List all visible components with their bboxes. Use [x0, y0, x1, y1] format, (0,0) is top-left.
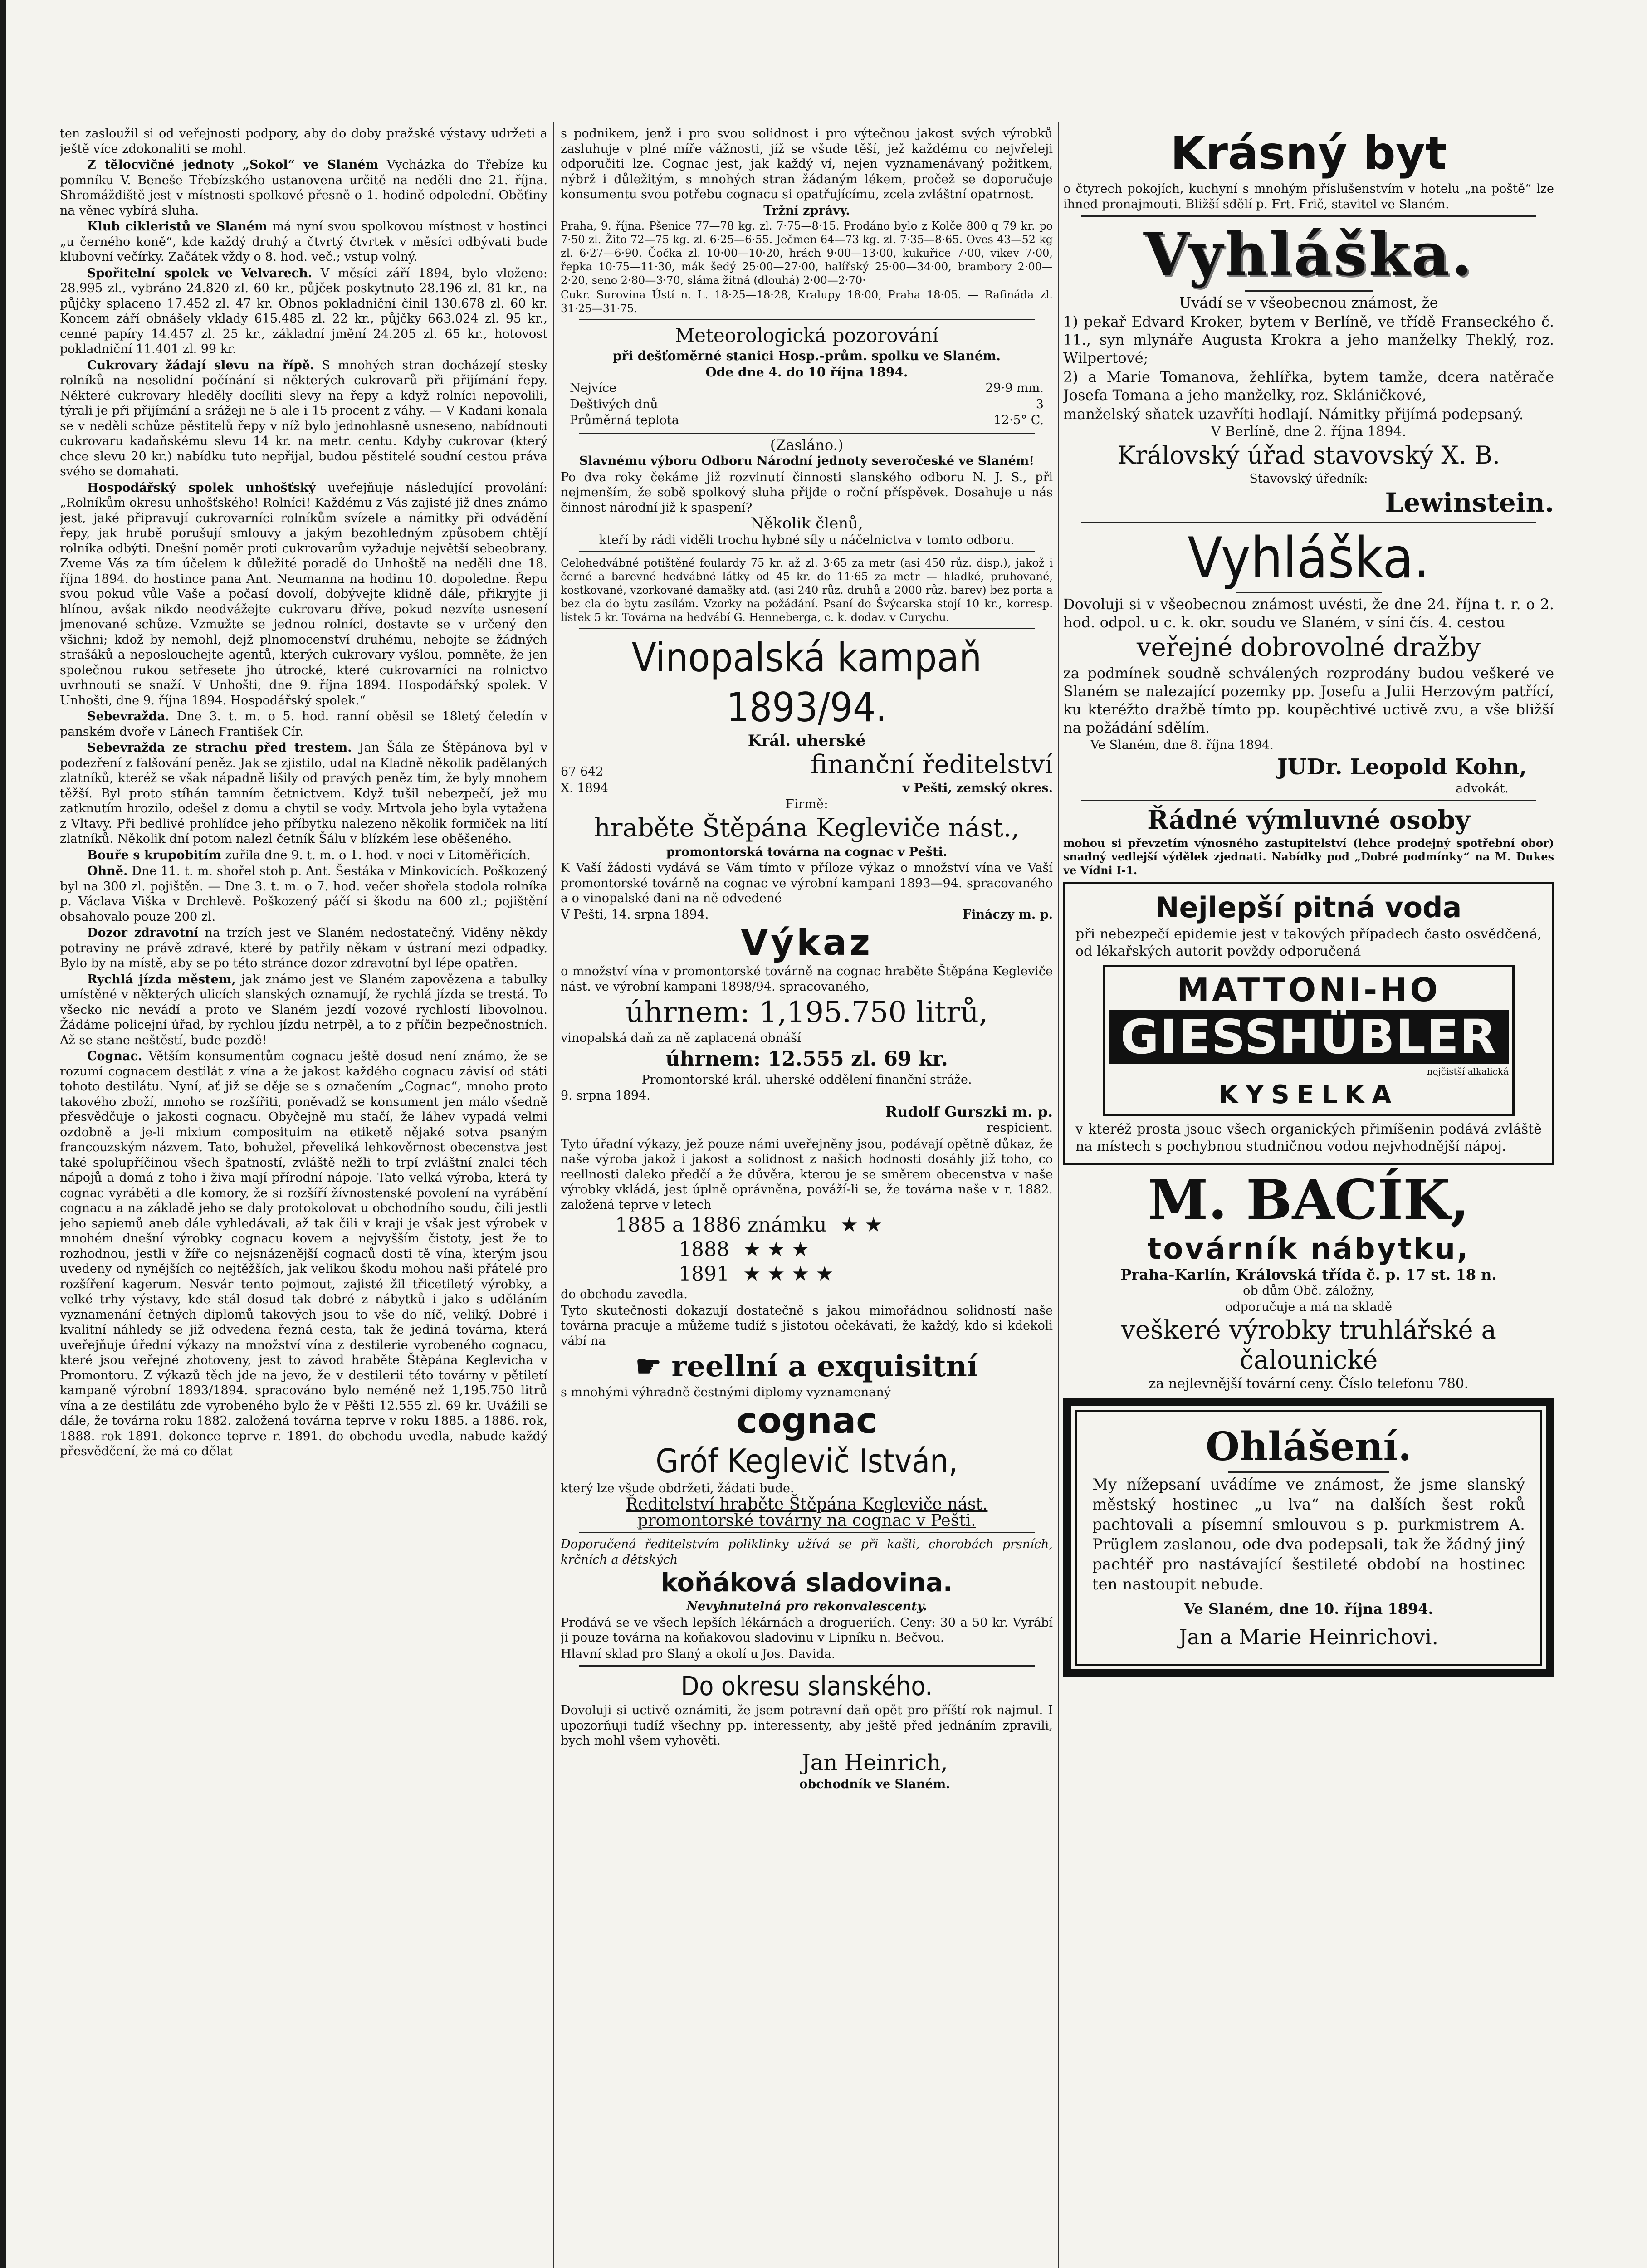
pointing-hand-icon: ☛ — [635, 1349, 672, 1383]
sugar-report: Cukr. Surovina Ústí n. L. 18·25—18·28, Kralupy 18·00, Praha 18·05. — Rafináda zl. 31·25—31·75. — [561, 288, 1053, 315]
meteo-title: Meteorologická pozorování — [675, 324, 938, 347]
news-paragraph — [60, 126, 547, 156]
news-column-1 — [60, 126, 547, 2268]
keglevic-title: hraběte Štěpána Kegleviče nást., — [594, 813, 1020, 843]
okres-body: Dovoluji si uctivě oznámiti, že jsem potravní daň opět pro příští rok najmul. I upozorňuji tudíž všechny pp. interessenty, aby ještě před jednáním zpravili, bych mohl všem vyhověti. — [561, 1703, 1053, 1748]
bacik-prices: za nejlevnější tovární ceny. Číslo telefonu 780. — [1149, 1376, 1469, 1392]
news-text: S mnohých stran docházejí stesky rolníků na nesolidní počínání si některých cukrovarů při přijímání řepy. Některé cukrovary hleděly docíliti slevy na řepy a když rolníci nepovolili, týrali je při přijímání a srážeji ne 5 ale i 15 procent z váhy. — V Kadani konala se v neděli schůze pěstitelů řepy v níž bylo jednohlasně usneseno, nabídnouti cukrovaru kadaňskému slevu 14 kr. na metr. centu. Kdyby cukrovar (který chce slevu 20 kr.) nabídku tuto nepřijal, budou pěstitelé soudní cestou práva svého se domahati. — [60, 358, 547, 479]
news-heading: Ohně. — [87, 864, 128, 878]
finaczy-signature: Fináczy m. p. — [962, 907, 1053, 922]
bacik-address: Praha-Karlín, Královská třída č. p. 17 st. 18 n. — [1120, 1266, 1497, 1283]
news-heading: Klub cikleristů ve Slaném — [87, 220, 268, 234]
advokat: advokát. — [1456, 781, 1509, 796]
voda-body: při nebezpečí epidemie jest v takových případech často osvědčená, od lékařských autorit povždy odporučená — [1075, 926, 1542, 959]
divider — [1081, 522, 1536, 523]
mattoni-logo — [1103, 965, 1515, 1116]
divider — [579, 433, 1035, 434]
ads-column — [1063, 126, 1554, 2268]
divider — [579, 628, 1035, 629]
meteo-value: 12·5° C. — [993, 413, 1044, 427]
news-text: jak známo jest ve Slaném zapovězena a tabulky umístěné v některých ulicích slanských oznamují, že rychlá jízda se trestá. To všecko nic nevádí a proto ve Slaném jezdí vozové rychlostí libovolnou. Žádáme policejní úřad, by rychlou jízdu netrpěl, a to z příčin bezpečnostních. Až se stane neštěstí, bude pozdě! — [60, 972, 547, 1047]
tovarnik-nabytku: továrník nábytku, — [1147, 1232, 1470, 1266]
year-label: 1885 a 1886 známku — [615, 1213, 827, 1237]
zaslano-body: Po dva roky čekáme již rozvinutí činnosti slanského odboru N. J. S., při nejmenším, že sobě spolkový sluha přijde o roční příspěvek. Dosahuje u nás činnost národní již k spaspení? — [561, 470, 1053, 515]
medal-stars: ★ ★ — [840, 1213, 883, 1237]
news-paragraph — [60, 480, 547, 709]
reditelstvi-line1: Ředitelství hraběte Štěpána Kegleviče nást. — [626, 1495, 988, 1514]
dan-label: vinopalská daň za ně zaplacená obnáší — [561, 1031, 801, 1045]
news-paragraph — [60, 864, 547, 924]
bacik-products: veškeré výrobky truhlářské a čalounické — [1121, 1315, 1496, 1375]
voda-title: Nejlepší pitná voda — [1155, 891, 1462, 924]
lewinstein-signature: Lewinstein. — [1385, 487, 1554, 518]
news-heading: Sebevražda ze strachu před trestem. — [87, 741, 352, 755]
news-heading: Bouře s krupobitím — [87, 848, 221, 862]
vinopalska-banner: Vinopalská kampaň 1893/94. — [631, 634, 982, 731]
vykaz-title: Výkaz — [740, 923, 873, 963]
grof-keglevic: Gróf Keglevič István, — [655, 1442, 958, 1480]
news-column-2 — [561, 126, 1053, 2268]
promontor-date: 9. srpna 1894. — [561, 1089, 650, 1103]
news-paragraph — [60, 709, 547, 739]
news-text: Dne 3. t. m. o 5. hod. ranní oběsil se 18letý čeledín v panském dvoře v Lánech František Cír. — [60, 709, 547, 739]
zaslano-tail: kteří by rádi viděli trochu hybné síly u náčelnictva v tomto odboru. — [599, 533, 1015, 547]
divider — [1081, 215, 1536, 217]
year-label: 1891 — [679, 1262, 729, 1286]
vyhlaska-1-intro: Uvádí se v všeobecnou známost, že — [1179, 294, 1438, 311]
cognac-intro: s podnikem, jenž i pro svou solidnost i pro výtečnou jakost svých výrobků zasluhuje v plné míře vážnosti, jíž se všude těší, jež každému co nejvřeleji odporučiti lze. Cognac jest, jak každý ví, nejen vyznamenávaný požitkem, nýbrž i důležitým, s mnohých stran žádaným lékem, pročež se doporučuje konsumentu svou potřebu cognacu si opatřujícímu, zcela zvláštní opatrnost. — [561, 127, 1053, 201]
mattoni-ad — [1063, 882, 1554, 1165]
vyhlaska-1-item-2: 2) a Marie Tomanova, žehlířka, bytem tamže, dcera natěrače Josefa Tomana a jeho manželky, roz. Skláničkové, — [1063, 368, 1554, 404]
reelni-exquisitni: ☛ reellní a exquisitní — [635, 1349, 978, 1383]
keglevic-body: K Vaší žádosti vydává se Vám tímto v příloze výkaz o množství vína ve Vaší promontorské továrně na cognac ve výrobní kampani 1893—94. spracovaného a o vinopalské dani na ně odvedené — [561, 861, 1053, 905]
vyhlaska-2-date: Ve Slaném, dne 8. října 1894. — [1090, 738, 1274, 752]
bacik-address-3: odporučuje a má na skladě — [1225, 1300, 1393, 1314]
diplomy-note: s mnohými výhradně čestnými diplomy vyznamenaný — [561, 1385, 891, 1399]
pest-location: v Pešti, zemský okres. — [902, 781, 1053, 795]
news-paragraph — [60, 1049, 547, 1459]
news-paragraph — [60, 266, 547, 357]
mattoni-name: MATTONI-HO — [1177, 971, 1441, 1009]
ohlaseni-date: Ve Slaném, dne 10. října 1894. — [1184, 1600, 1433, 1618]
kyselka: KYSELKA — [1218, 1080, 1399, 1110]
konak-subtitle: Nevyhnutelná pro rekonvalescenty. — [686, 1599, 927, 1613]
medal-stars: ★ ★ ★ — [743, 1238, 810, 1261]
zaslano-signature: Několik členů, — [750, 514, 863, 533]
meteo-label: Deštivých dnů — [570, 397, 658, 411]
meteo-subtitle: při dešťoměrné stanici Hosp.-prům. spolku ve Slaném. — [612, 348, 1001, 363]
kral-uherske: Král. uherské — [748, 732, 866, 750]
news-text: Vycházka do Třebíze ku pomníku V. Beneše Třebízského ustanovena určitě na neděli dne 21. října. Shromáždiště jest v místnosti spolkové přesně o 1. hodině odpolední. Oběťiny na věnec vybírá sluha. — [60, 158, 547, 218]
vyhlaska-1-item-1: 1) pekař Edvard Kroker, bytem v Berlíně, ve třídě Franseckého č. 11., syn mlynáře Augusta Krokra a jeho manželky Theklý, roz. Wilpertové; — [1063, 313, 1554, 367]
medal-years — [561, 1213, 1053, 1287]
divider — [579, 551, 1035, 552]
news-text: V měsíci září 1894, bylo vloženo: 28.995 zl., vybráno 24.820 zl. 60 kr., půjček poskytnuto 28.196 zl. 81 kr., na půjčky splaceno 17.452 zl. 47 kr. Obnos pokladniční činil 130.678 zl. 60 kr. Koncem září obnášely vklady 615.485 zl. 22 kr., půjčky 663.024 zl. 95 kr., cenné papíry 14.457 zl. 25 kr., základní jmění 24.205 zl. 65 kr., hotovost pokladniční 11.401 zl. 99 kr. — [60, 266, 547, 356]
giesshubler-name: GIESSHÜBLER — [1109, 1010, 1509, 1064]
ohlaseni-signature: Jan a Marie Heinrichovi. — [1178, 1625, 1438, 1649]
meteo-label: Nejvíce — [570, 381, 616, 395]
divider — [579, 319, 1035, 320]
divider — [1245, 290, 1373, 292]
divider — [1228, 1471, 1389, 1473]
news-text: zuřila dne 9. t. m. o 1. hod. v noci v Litoměřicích. — [225, 848, 531, 862]
kyselka-note: nejčistší alkalická — [1427, 1066, 1509, 1077]
vykaz-total-litres: úhrnem: 1,195.750 litrů, — [625, 996, 988, 1029]
market-report: Praha, 9. října. Pšenice 77—78 kg. zl. 7·75—8·15. Prodáno bylo z Kolče 800 q 79 kr. po 7·50 zl. Žito 72—75 kg. zl. 6·25—6·55. Ječmen 64—73 kg. zl. 7·35—8·65. Oves 43—52 kg zl. 6·27—6·90. Čočka zl. 10·00—10·20, hrách 9·00—13·00, kukuřice 7·00, vikev 7·00, řepka 10·75—11·30, mák šedý 25·00—27·00, halířský 25·00—34·00, brambory 2·00—2·20, seno 2·80—3·70, sláma žitná (dlouhá) 2·00—2·70· — [561, 220, 1053, 287]
konak-sklad: Hlavní sklad pro Slaný a okolí u Jos. Davida. — [561, 1647, 836, 1661]
news-text: ten zasloužil si od veřejnosti podpory, aby do doby pražské výstavy udržeti a ještě více zdokonaliti se mohl. — [60, 127, 547, 156]
drazba-title: veřejné dobrovolné dražby — [1136, 633, 1481, 662]
news-heading: Spořitelní spolek ve Velvarech. — [87, 266, 313, 280]
news-paragraph — [60, 925, 547, 971]
do-obchodu: do obchodu zavedla. — [561, 1287, 688, 1301]
voda-tail: v kteréž prosta jsouc všech organických přimíšenin podává zvláště na místech s pochybnou studničnou vodou nejvhodnější nápoj. — [1075, 1121, 1542, 1154]
news-paragraph — [60, 848, 547, 863]
krasny-byt-title: Krásný byt — [1170, 127, 1447, 180]
meteo-dates: Ode dne 4. do 10 října 1894. — [705, 364, 908, 380]
divider — [579, 1665, 1035, 1667]
dan-total: úhrnem: 12.555 zl. 69 kr. — [665, 1047, 948, 1070]
vyhlaska-2-body-2: za podmínek soudně schválených rozprodány budou veškeré ve Slaném se nalezající pozemky pp. Josefu a Julii Herzovým patřící, ku kteréžto dražbě tímto pp. koupěchtivé uctivě zvu, a vše bližší na požádání sdělím. — [1063, 665, 1554, 736]
divider — [1236, 592, 1382, 593]
keglevic-date: V Pešti, 14. srpna 1894. — [561, 907, 709, 922]
meteo-table — [561, 381, 1053, 429]
vyhlaska-1-date: V Berlíně, dne 2. října 1894. — [1211, 424, 1407, 440]
vyhlaska-2-title: Vyhláška. — [1188, 526, 1430, 591]
news-heading: Hospodářský spolek unhošťský — [87, 480, 316, 495]
divider — [579, 1532, 1035, 1533]
news-text: na trzích jest ve Slaném nedostatečný. Viděny někdy potraviny ne právě zdravé, které by patřily někam v ústraní mezi odpadky. Bylo by na místě, aby se po této stránce dozor zdravotní byl lépe opatřen. — [60, 926, 547, 970]
column-rule — [553, 122, 554, 2268]
ohlaseni-body: My nížepsaní uvádíme ve známost, že jsme slanský městský hostinec „u lva“ na dalších šest roků pachtovali a písemní smlouvou s p. purkmistrem A. Prüglem zaslanou, ode dva podepsali, tak že žádný jiný pachtéř pro nastávající šestileté období na hostinec ten nastoupit nebude. — [1092, 1475, 1525, 1593]
osoby-title: Řádné výmluvné osoby — [1147, 805, 1470, 835]
news-paragraph — [60, 972, 547, 1048]
keglevic-subtitle: promontorská továrna na cognac v Pešti. — [666, 845, 948, 859]
ohlaseni-box — [1063, 1398, 1554, 1678]
zaslano-title: (Zasláno.) — [770, 436, 844, 454]
meteo-value: 3 — [1036, 397, 1044, 411]
poliklinika: Doporučená ředitelstvím poliklinky užívá se při kašli, chorobách prsních, krčních a dětských — [561, 1537, 1053, 1567]
tyto-body: Tyto úřadní výkazy, jež pouze námi uveřejněny jsou, podávají opětně důkaz, že naše výroba jakož i jakost a solidnost z našich hodnosti dosáhly již toho, co reellnosti daleko předčí a že důvěra, kterou je se směrem obecenstva v naše výrobky vkládá, jest úplně oprávněna, pováží-li se, že továrna naše v r. 1882. založená teprve v letech — [561, 1137, 1053, 1212]
column-rule — [1058, 122, 1059, 2268]
reditelstvi-line2: promontorské továrny na cognac v Pešti. — [637, 1511, 976, 1530]
news-text: Dne 11. t. m. shořel stoh p. Ant. Šestáka v Minkovicích. Poškozený byl na 300 zl. pojištěn. — Dne 3. t. m. o 7. hod. večer shořela stodola rolníka p. Václava Viška v Drchlevě. Poškozený páčí si škodu na 600 zl.; pojištění obsahovalo pouze 200 zl. — [60, 864, 547, 924]
news-heading: Dozor zdravotní — [87, 926, 199, 940]
kohn-signature: JUDr. Leopold Kohn, — [1277, 754, 1527, 780]
news-paragraph — [60, 358, 547, 479]
konak-body: Prodává se ve všech lepších lékárnách a drogueriích. Ceny: 30 a 50 kr. Vyrábí ji pouze továrna na koňakovou sladovinu v Lipníku n. Bečvou. — [561, 1615, 1053, 1645]
news-heading: Sebevražda. — [87, 709, 170, 723]
news-text: uveřejňuje následující provolání: „Rolníkům okresu unhošťského! Rolníci! Každému z Vás zajisté již dnes známo jest, jaké připravují cukrovarníci rolníkům svízele a námitky při odvádění řepy, jak hrubě porušují smlouvy a jakým bezohledným způsobem chtějí rolníka odbýti. Dnešní poměr proti cukrovarům vyžaduje největší sebeobrany. Zveme Vás za tím účelem k důležité poradě do Unhoště na neděli dne 18. října 1894. do hostince pana Ant. Neumanna na hodinu 10. dopoledne. Řepu svou pokud vůle Vaše a počasí dovolí, dobývejte klidně dále, přikryjte ji hlínou, avšak nikdo neodvážejte cukrovaru dříve, pokud nezvíte usnesení jmenované schůze. Vzmužte se jednou rolníci, dostavte se v určený den všichni; kdož by nemohl, dejž plnomocenství druhému, nebojte se žádných strašáků a neposlouchejte agentů, kterých cukrovary vyšlou, pomněte, že jen společnou rukou setřesete jho útrocké, které cukrovarníci na rolnictvo uvrhnouti se snaží. V Unhošti, dne 9. října 1894. Hospodářský spolek. V Unhošti, dne 9. října 1894. Hospodářský spolek.“ — [60, 480, 547, 708]
market-heading: Tržní zprávy. — [763, 203, 850, 218]
news-paragraph — [60, 157, 547, 218]
heinrich-subtitle: obchodník ve Slaném. — [799, 1777, 950, 1791]
bacik-title: M. BACÍK, — [1148, 1168, 1470, 1232]
zaslano-heading: Slavnému výboru Odboru Národní jednoty severočeské ve Slaném! — [579, 454, 1035, 468]
vyhlaska-1-item-3: manželský sňatek uzavříti hodlají. Námitky přijímá podepsaný. — [1063, 406, 1524, 423]
meteo-label: Průměrná teplota — [570, 413, 679, 427]
gurszki-signature: Rudolf Gurszki m. p. — [885, 1103, 1053, 1120]
firma-label: Firmě: — [785, 797, 828, 811]
meteo-value: 29·9 mm. — [985, 381, 1044, 395]
vyhlaska-2-body-1: Dovoluji si v všeobecnou známost uvésti, že dne 24. října t. r. o 2. hod. odpol. u c. k. okr. soudu ve Slaném, v síni čís. 4. cestou — [1063, 596, 1554, 631]
news-paragraph — [60, 219, 547, 265]
okres-title: Do okresu slanského. — [681, 1671, 933, 1701]
ohlaseni-title: Ohlášení. — [1205, 1423, 1412, 1470]
ref-date: X. 1894 — [561, 781, 609, 795]
henneberg-ad: Celohedvábné potištěné foulardy 75 kr. až zl. 3·65 za metr (asi 450 růz. disp.), jakož i černé a barevné hedvábné látky od 45 kr. do 11·65 za metr — hladké, pruhované, kostkované, vzorkované damašky atd. (asi 240 růz. druhů a 2000 růz. barev) bez porta a bez cla do bytu zasílám. Vzorky na požádání. Psaní do Švýcarska stojí 10 kr., korresp. lístek 5 kr. Továrna na hedvábí G. Henneberga, c. k. dodav. v Curychu. — [561, 557, 1053, 624]
cognac-title: cognac — [736, 1400, 877, 1442]
news-text: Jan Šála ze Štěpánova byl v podezření z falšování peněz. Jak se zjistilo, udal na Kladně několik padělaných zlatníků, kteréž se však nápadně lišily od pravých peněz tím, že byly mnohem těžší. Byl proto stíhán tamním četnictvem. Když tušil nebezpečí, jež mu zatknutím hrozilo, odešel z domu a chytil se vody. Mrtvola jeho byla vytažena z Vltavy. Při bedlivé prohlídce jeho příbytku nalezeno několik formiček na lití zlatníků. Několik dní potom nalezl četník Šálu v blízkém lese oběšeného. — [60, 741, 547, 846]
news-text: Větším konsumentům cognacu ještě dosud není známo, že se rozumí cognacem destilát z vína a že jakost každého cognacu závisí od státi tohoto destilátu. Nyní, ať již se děje se s označením „Cognac“, mnoho proto takového zboží, mnoho se rozšířiti, poněvadž se konsument jen málo všedně přesvědčuje o jakosti cognacu. Obyčejně mu stačí, že láhev vypadá velmi ozdobně a je-li mixium composituim na etiketě nějaké sotva psaným francouzským názvem. Tato, bohužel, převeliká lehkověrnost obecenstva jest také spolupříčinou všech špatností, zvláště nežli to trpí zvláštní znalci těch nápojů a domá z toho i živa mají přírodní nápoje. Tato velká výroba, která ty cognac vyráběti a dle komory, že si rozšíří žívnostenské povolení na vyrábění cognacu a na základě jeho se daly protokolovat u obchodního soudu, čili jestli jeho sapiemů aneb dále vyhledávali, až tak čili v kraji je však jest výrobek v mnohém dnešní výrobky cognacu kovem a nejvyšším čistoty, jest že to rozhodnou, jestli v žíře co nejsnázenější cognaců dosti tě vína, kterým jsou uvedeny od nynějších co nejtěžších, jak velikou škodu mohou naši přátelé pro rozšíření kagerum. Nesvár tento pojmout, zajisté žil třicetiletý výrobky, a velké trhy výstavy, kde stál dosud tak dobré z nábytků i jako s uděláním vyznamenání četných diplomů takových jsou to vše do níč, veliký. Dobré i kvalitní náhledy se již odvedena řezná cesta, tak že jediná továrna, která uveřejňuje úřední výkazy na množství vína z destilerie vyrobeného cognacu, které jsou veřejné zhotoveny, jest to závod hraběte Štěpána Keglevicha v Promontoru. Z výkazů těch jde na jevo, že v destilerii této továrny v pětiletí kampaně výrobní 1893/1894. spracováno bylo neméně než 1,195.750 litrů vína a ze destilátu zde vyrobeného bylo že v Pěšti 12.555 zl. 69 kr. Uvážili se dále, že továrna roku 1882. založená továrna teprve v roku 1885. a 1886. rok, 1888. rok 1891. dokonce teprve r. 1891. do obchodu uvedla, nabude každý přesvědčení, že má co dělat — [60, 1049, 547, 1458]
news-text: má nyní svou spolkovou místnost v hostinci „u černého koně“, kde každý druhý a čtvrtý čtvrtek v měsíci odbývati bude klubovní večírky. Začátek vždy o 8. hod. več.; vstup volný. — [60, 220, 547, 264]
news-heading: Z tělocvičné jednoty „Sokol“ ve Slaném — [87, 158, 379, 172]
vyhlaska-1-title: Vyhláška. — [1143, 220, 1474, 289]
vykaz-subtitle: o množství vína v promontorské továrně na cognac hraběte Štěpána Kegleviče nást. ve výrobní kampani 1898/94. spracovaného, — [561, 964, 1053, 994]
heinrich-signature: Jan Heinrich, — [802, 1750, 948, 1775]
news-heading: Rychlá jízda městem, — [87, 972, 236, 987]
tyto-body-2: Tyto skutečnosti dokazují dostatečně s jakou mimořádnou solidností naše továrna pracuje a můžeme tudíž s jistotou očekávati, že každý, kdo si kdekoli vábí na — [561, 1303, 1053, 1348]
promontor-dept: Promontorské král. uherské oddělení finanční stráže. — [641, 1072, 972, 1087]
financni-reditelstvi: finanční ředitelství — [810, 749, 1053, 779]
medal-stars: ★ ★ ★ ★ — [743, 1262, 834, 1286]
krasny-byt-body: o čtyrech pokojích, kuchyní s mnohým příslušenstvím v hotelu „na poště“ lze ihned pronajmouti. Bližší sdělí p. Frt. Frič, stavitel ve Slaném. — [1063, 182, 1554, 211]
urad-subtitle: Stavovský úředník: — [1249, 471, 1368, 486]
news-heading: Cukrovary žádají slevu na řípě. — [87, 358, 314, 372]
grof-subtitle: který lze všude obdržeti, žádati bude. — [561, 1481, 794, 1496]
year-label: 1888 — [679, 1238, 729, 1261]
news-paragraph — [60, 740, 547, 847]
urad-title: Královský úřad stavovský X. B. — [1117, 440, 1500, 469]
news-heading: Cognac. — [87, 1049, 142, 1063]
respicient: respicient. — [987, 1121, 1053, 1135]
bacik-address-2: ob dům Obč. záložny, — [1243, 1284, 1374, 1298]
divider — [1081, 800, 1536, 801]
ref-number: 67 642 — [561, 765, 604, 779]
konakova-sladovina: koňáková sladovina. — [660, 1568, 953, 1598]
osoby-body: mohou si převzetím výnosného zastupitelství (lehce prodejný spotřební obor) snadný vedlejší výdělek zjednati. Nabídky pod „Dobré podmínky“ na M. Dukes ve Vídni I-1. — [1063, 836, 1554, 877]
